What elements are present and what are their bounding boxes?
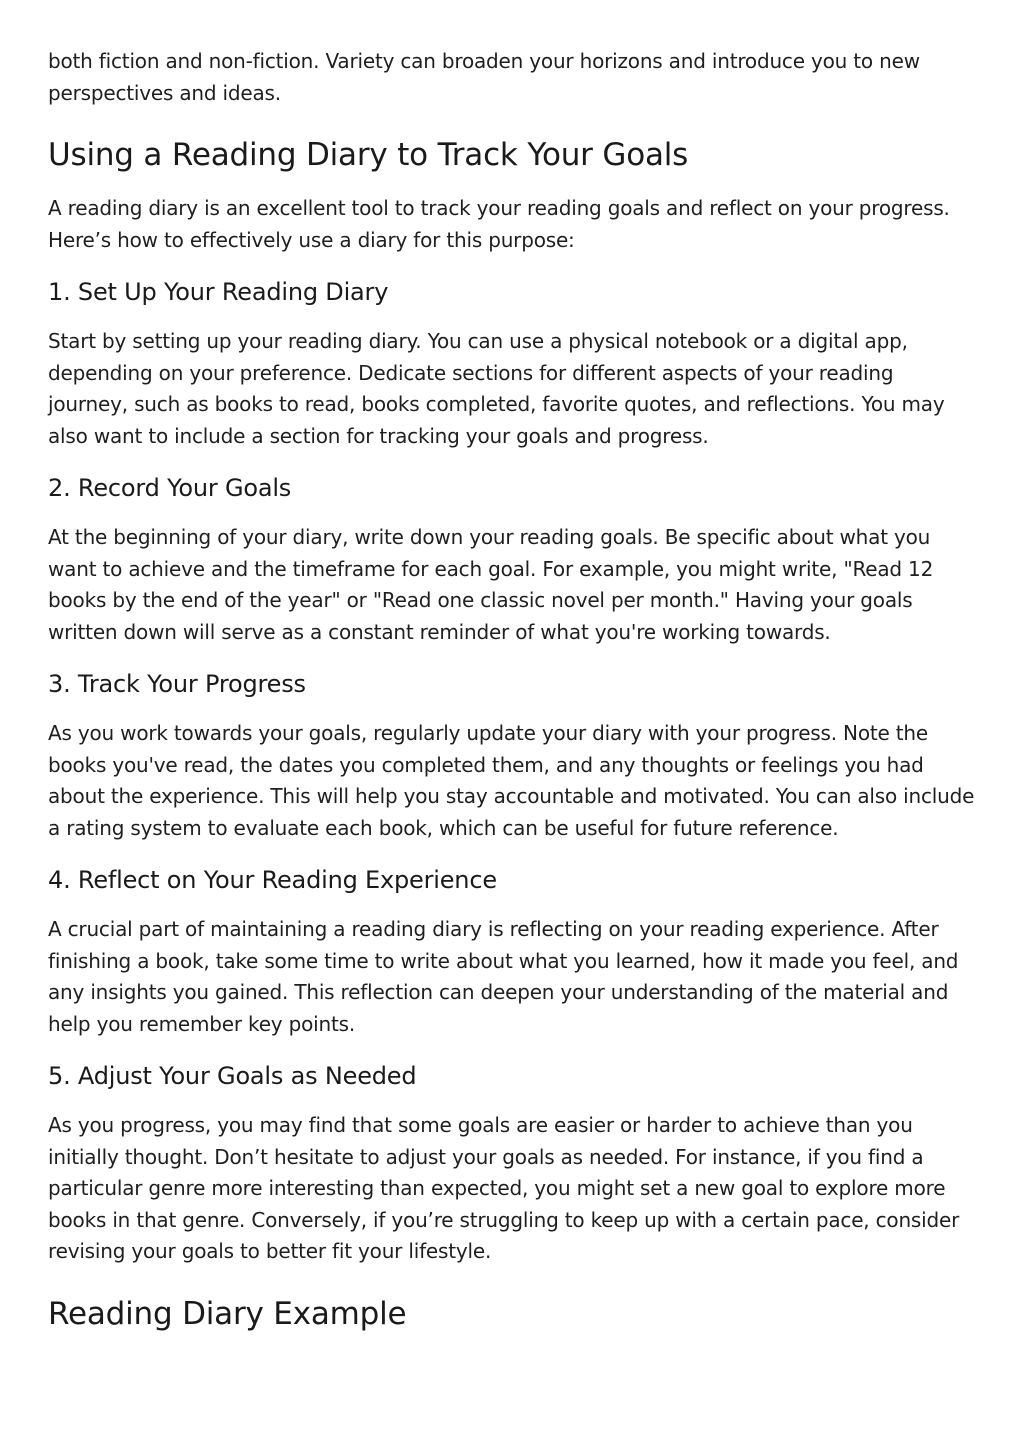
- step-heading-adjust-goals: 5. Adjust Your Goals as Needed: [48, 1062, 417, 1090]
- step-heading-record-goals: 2. Record Your Goals: [48, 474, 292, 502]
- section-heading-track-goals: Using a Reading Diary to Track Your Goals: [48, 137, 689, 173]
- section-heading-diary-example: Reading Diary Example: [48, 1295, 407, 1332]
- step-heading-reflect: 4. Reflect on Your Reading Experience: [48, 866, 497, 894]
- step-paragraph-reflect: A crucial part of maintaining a reading diary is reflecting on your reading experience. After finishing a book, take some time to write about what you learned, how it made you feel, and any insights you gained. This reflection can deepen your understanding of the material and help you remember key points.: [48, 917, 959, 1036]
- step-paragraph-setup: Start by setting up your reading diary. You can use a physical notebook or a digital app, depending on your preference. Dedicate sections for different aspects of your reading journey, such as books to read, books completed, favorite quotes, and reflections. You may also want to include a section for tracking your goals and progress.: [48, 329, 945, 448]
- step-paragraph-adjust-goals: As you progress, you may find that some goals are easier or harder to achieve than you initially thought. Don’t hesitate to adjust your goals as needed. For instance, if you find a particular genre more interesting than expected, you might set a new goal to explore more books in that genre. Conversely, if you’re struggling to keep up with a certain pace, consider revising your goals to better fit your lifestyle.: [48, 1113, 960, 1263]
- step-paragraph-track-progress: As you work towards your goals, regularly update your diary with your progress. Note the books you've read, the dates you completed them, and any thoughts or feelings you had about the experience. This will help you stay accountable and motivated. You can also include a rating system to evaluate each book, which can be useful for future reference.: [48, 721, 975, 840]
- step-heading-track-progress: 3. Track Your Progress: [48, 670, 306, 698]
- section-intro-paragraph: A reading diary is an excellent tool to track your reading goals and reflect on your progress. Here’s how to effectively use a diary for this purpose:: [48, 196, 950, 252]
- step-heading-setup: 1. Set Up Your Reading Diary: [48, 278, 389, 306]
- step-paragraph-record-goals: At the beginning of your diary, write down your reading goals. Be specific about what you want to achieve and the timeframe for each goal. For example, you might write, "Read 12 books by the end of the year" or "Read one classic novel per month." Having your goals written down will serve as a constant reminder of what you're working towards.: [48, 525, 934, 644]
- intro-paragraph: both fiction and non-fiction. Variety can broaden your horizons and introduce you to new perspectives and ideas.: [48, 49, 920, 105]
